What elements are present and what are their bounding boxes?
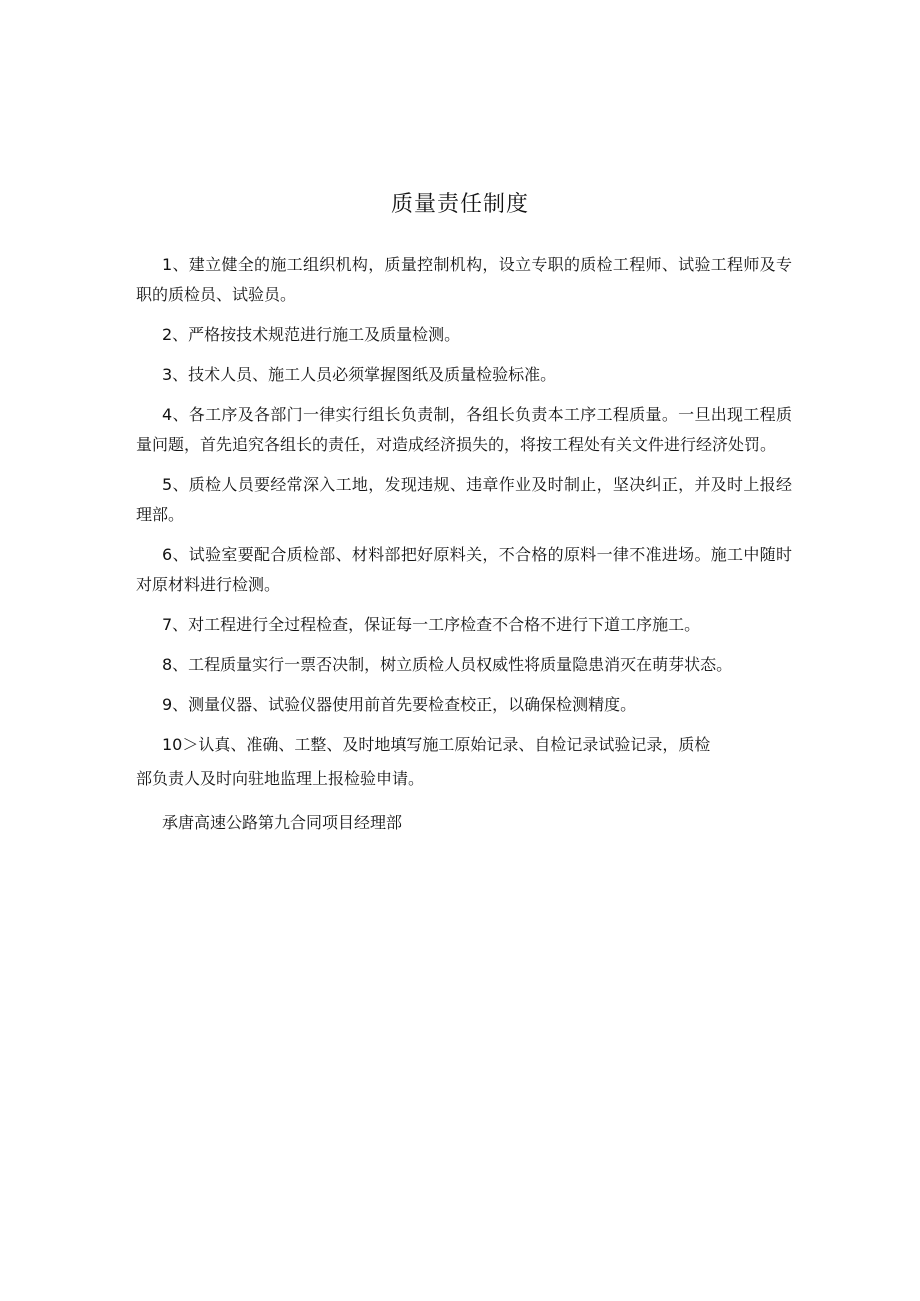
list-item: 3、技术人员、施工人员必须掌握图纸及质量检验标准。 xyxy=(162,365,557,384)
list-item: 7、对工程进行全过程检查，保证每一工序检查不合格不进行下道工序施工。 xyxy=(162,615,701,634)
list-item-10-line2: 部负责人及时向驻地监理上报检验申请。 xyxy=(136,769,425,788)
list-item: 1、建立健全的施工组织机构，质量控制机构，设立专职的质检工程师、试验工程师及专职的质检员、试验员。 xyxy=(136,255,792,304)
list-item: 6、试验室要配合质检部、材料部把好原料关，不合格的原料一律不准进场。施工中随时对原材料进行检测。 xyxy=(136,545,792,594)
document-body xyxy=(136,250,792,848)
signature: 承唐高速公路第九合同项目经理部 xyxy=(162,813,403,832)
document-title: 质量责任制度 xyxy=(390,192,529,217)
list-item-10-line1: 10＞认真、准确、工整、及时地填写施工原始记录、自检记录试验记录，质检 xyxy=(162,735,711,754)
list-item: 9、测量仪器、试验仪器使用前首先要检查校正，以确保检测精度。 xyxy=(162,695,637,714)
list-item: 2、严格按技术规范进行施工及质量检测。 xyxy=(162,325,461,344)
list-item: 5、质检人员要经常深入工地，发现违规、违章作业及时制止，坚决纠正，并及时上报经理部。 xyxy=(136,475,792,524)
list-item: 4、各工序及各部门一律实行组长负责制，各组长负责本工序工程质量。一旦出现工程质量问题，首先追究各组长的责任，对造成经济损失的，将按工程处有关文件进行经济处罚。 xyxy=(136,405,792,454)
list-item: 8、工程质量实行一票否决制，树立质检人员权威性将质量隐患消灭在萌芽状态。 xyxy=(162,655,733,674)
